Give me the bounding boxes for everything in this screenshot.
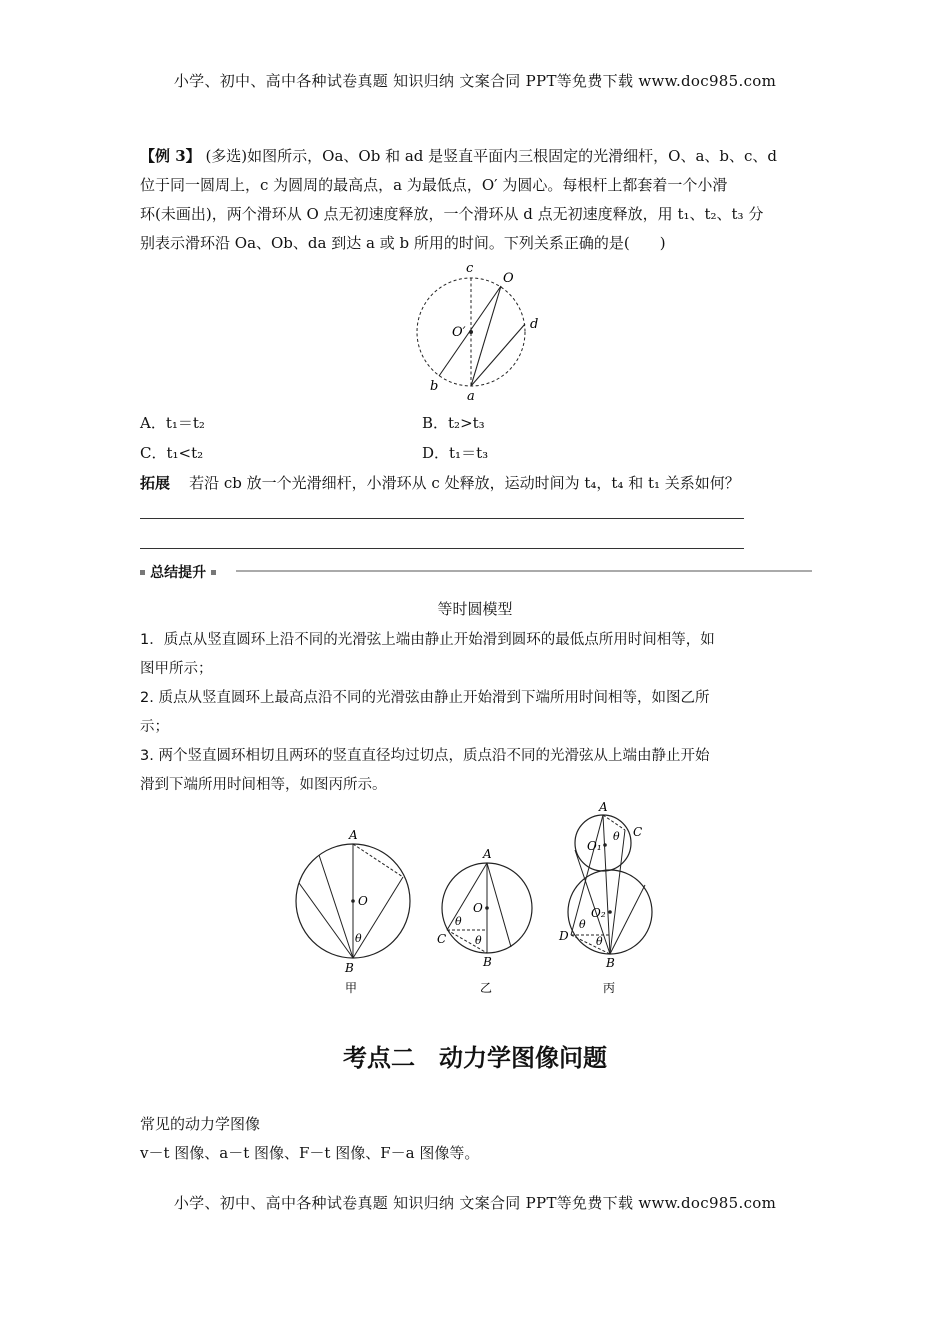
jia-label-B: B (345, 961, 354, 975)
yi-label-theta-1: θ (455, 915, 462, 928)
figure-jia (296, 828, 410, 995)
yi-label-theta-2: θ (475, 934, 482, 947)
jia-label-theta: θ (355, 932, 362, 945)
bing-label-theta-1: θ (613, 830, 620, 843)
summary-item-1-line-2: 图甲所示； (140, 661, 213, 677)
bing-label-B: B (606, 956, 615, 970)
yi-chord-right (487, 863, 511, 947)
bing-label-D: D (559, 929, 569, 943)
section-line-1: 常见的动力学图像 (140, 1115, 261, 1133)
rod-ad (471, 324, 525, 386)
yi-caption: 乙 (480, 981, 493, 995)
label-c: c (466, 262, 474, 276)
yi-chord-C (447, 863, 487, 930)
bing-label-theta-3: θ (596, 935, 603, 948)
label-Oprime: O′ (452, 325, 466, 340)
isochronous-circle-figures (285, 800, 665, 1000)
page-footer: 小学、初中、高中各种试卷真题 知识归纳 文案合同 PPT等免费下载 www.doc985.com (173, 1194, 777, 1212)
jia-chord-left-2 (299, 883, 353, 958)
rod-Oa (471, 286, 501, 386)
bing-label-O1: O₁ (587, 839, 602, 853)
bullet-square-icon (140, 570, 145, 575)
bing-chord-C (610, 830, 625, 954)
bing-label-A: A (599, 800, 608, 814)
yi-label-O: O (473, 901, 483, 915)
summary-item-2-line-1: 2. 质点从竖直圆环上最高点沿不同的光滑弦由静止开始滑到下端所用时间相等，如图乙所 (140, 690, 710, 706)
jia-chord-left-1 (319, 855, 353, 958)
center-dot (469, 330, 473, 334)
bing-caption: 丙 (603, 981, 616, 995)
label-d: d (530, 317, 539, 332)
example-line-2: 位于同一圆周上，c 为圆周的最高点，a 为最低点，O′ 为圆心。每根杆上都套着一个小滑 (140, 176, 728, 194)
bing-label-theta-2: θ (579, 918, 586, 931)
yi-center (485, 906, 489, 910)
section-title: 考点二 动力学图像问题 (343, 1044, 607, 1072)
page-header: 小学、初中、高中各种试卷真题 知识归纳 文案合同 PPT等免费下载 www.doc985.com (173, 72, 777, 90)
bing-chord-right (610, 885, 645, 954)
summary-subtitle: 等时圆模型 (437, 600, 513, 618)
example-text-1: (多选)如图所示，Oa、Ob 和 ad 是竖直平面内三根固定的光滑细杆，O、a、b、c、d (205, 147, 777, 165)
jia-center (351, 899, 355, 903)
option-A: A．t₁＝t₂ (140, 414, 205, 432)
jia-dashed-chord (353, 844, 403, 877)
circle-figure-example (405, 262, 555, 404)
section-line-2: v－t 图像、a－t 图像、F－t 图像、F－a 图像等。 (140, 1144, 480, 1162)
summary-title: 总结提升 (150, 565, 207, 581)
bing-center-2 (608, 910, 612, 914)
extension-label: 拓展 (140, 474, 171, 492)
bing-label-C: C (633, 825, 643, 839)
example-line-1 (140, 142, 812, 171)
summary-divider (236, 570, 812, 572)
yi-label-B: B (483, 955, 492, 969)
bing-center-1 (603, 843, 607, 847)
option-D: D．t₁＝t₃ (422, 444, 489, 462)
example-tag: 【例 3】 (140, 147, 201, 165)
jia-chord-right (353, 877, 403, 958)
summary-item-3-line-1: 3. 两个竖直圆环相切且两环的竖直直径均过切点，质点沿不同的光滑弦从上端由静止开始 (140, 748, 710, 764)
example-problem (140, 142, 812, 258)
jia-label-A: A (349, 828, 358, 842)
figure-bing (558, 800, 652, 995)
summary-items (140, 626, 812, 800)
summary-bar (140, 562, 812, 580)
yi-label-A: A (483, 847, 492, 861)
option-C: C．t₁<t₂ (140, 444, 204, 462)
example-line-3: 环(未画出)，两个滑环从 O 点无初速度释放，一个滑环从 d 点无初速度释放，用 t₁、t₂、t₃ 分 (140, 205, 764, 223)
bing-label-O2: O₂ (591, 906, 606, 920)
extension-question (140, 472, 740, 493)
jia-caption: 甲 (345, 981, 358, 995)
bing-diameter (603, 815, 610, 954)
yi-label-C: C (437, 932, 447, 946)
answer-line-2[interactable] (140, 548, 744, 549)
figure-yi (437, 847, 532, 995)
option-B: B．t₂>t₃ (422, 414, 485, 432)
answer-line-1[interactable] (140, 518, 744, 519)
label-O: O (503, 271, 514, 286)
label-b: b (430, 379, 439, 394)
example-line-4: 别表示滑环沿 Oa、Ob、da 到达 a 或 b 所用的时间。下列关系正确的是( ) (140, 234, 666, 252)
label-a: a (467, 389, 475, 404)
summary-item-1-line-1: 1．质点从竖直圆环上沿不同的光滑弦上端由静止开始滑到圆环的最低点所用时间相等，如 (140, 632, 715, 648)
section-body (140, 1110, 812, 1168)
jia-label-O: O (358, 894, 368, 908)
summary-item-3-line-2: 滑到下端所用时间相等，如图丙所示。 (140, 777, 387, 793)
extension-text: 若沿 cb 放一个光滑细杆，小滑环从 c 处释放，运动时间为 t₄，t₄ 和 t₁ 关系如何？ (189, 474, 740, 492)
summary-item-2-line-2: 示； (140, 719, 169, 735)
bullet-square-icon (211, 570, 216, 575)
